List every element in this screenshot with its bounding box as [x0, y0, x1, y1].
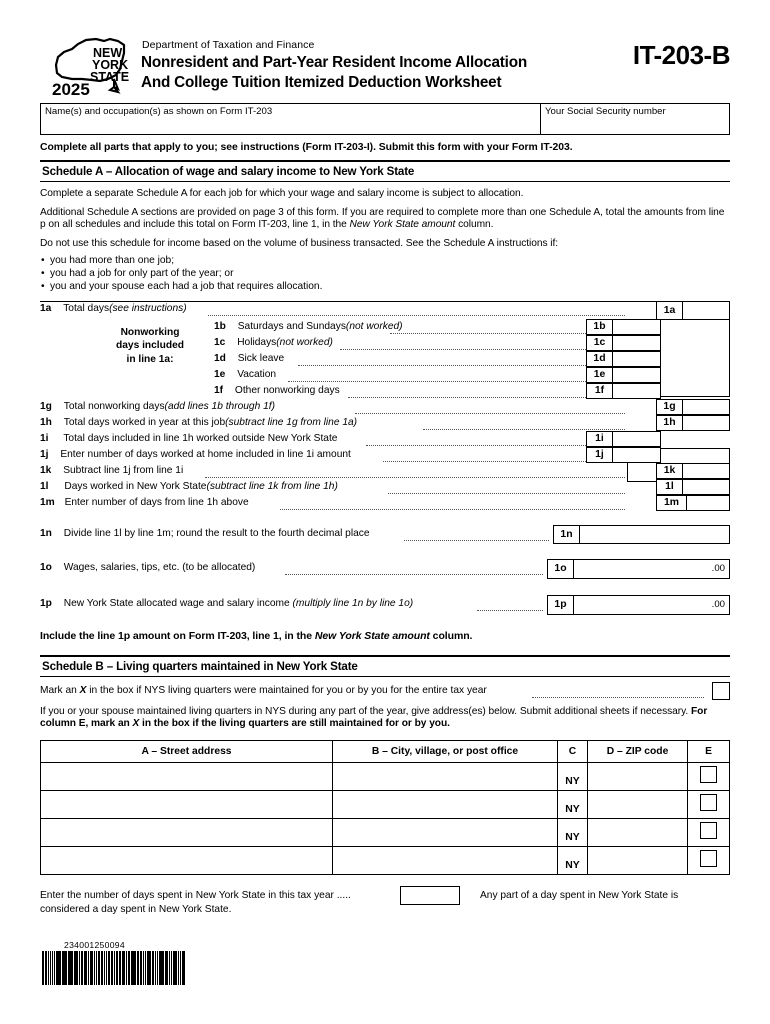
- schedule-a-para-3: Do not use this schedule for income based on the volume of business transacted. See the Schedule A instructions if:: [40, 237, 559, 249]
- leader-1f: [348, 397, 590, 398]
- schedule-b-para: [40, 706, 730, 731]
- line-1m-text: Enter number of days from line 1h above: [64, 496, 249, 508]
- street-address-cell[interactable]: [41, 762, 333, 790]
- state-cell: NY: [558, 762, 588, 790]
- zip-cell[interactable]: [588, 818, 688, 846]
- column-header-zip: [588, 740, 688, 762]
- table-header-row: [41, 740, 730, 762]
- line-1b: [214, 321, 403, 338]
- line-1g-text: Total nonworking days: [63, 400, 165, 412]
- department-name: Department of Taxation and Finance: [142, 39, 315, 51]
- line-1b-tag: 1b: [587, 320, 613, 334]
- days-spent-prompt: Enter the number of days spent in New York State in this tax year .....: [40, 889, 351, 901]
- bullet-item: • you had more than one job;: [40, 255, 730, 268]
- line-1a-number: 1a: [40, 302, 52, 314]
- city-cell[interactable]: [333, 790, 558, 818]
- line-1k-box[interactable]: [656, 463, 730, 479]
- line-1k-text: Subtract line 1j from line 1i: [63, 464, 184, 476]
- line-1l-tag: 1l: [657, 480, 683, 494]
- leader-1i: [366, 445, 590, 446]
- logo-text-state: STATE: [90, 70, 130, 84]
- leader-1d: [298, 365, 590, 366]
- nonworking-label-line-1: Nonworking: [120, 326, 180, 338]
- days-spent-note-wrap: considered a day spent in New York State.: [40, 904, 232, 916]
- leader-1p: [477, 610, 543, 611]
- line-1d-tag: 1d: [587, 352, 613, 366]
- logo-text-york: YORK: [92, 58, 129, 72]
- still-maintained-cell[interactable]: [688, 762, 730, 790]
- street-address-cell[interactable]: [41, 790, 333, 818]
- line-1f-text: Other nonworking days: [234, 384, 340, 396]
- schedule-b-para-a: If you or your spouse maintained living quarters in NYS during any part of the year, give address(es) below. Submit additional sheets if necessary.: [40, 705, 691, 717]
- line-1g-tag: 1g: [657, 400, 683, 414]
- still-maintained-cell[interactable]: [688, 846, 730, 874]
- line-1b-box[interactable]: [586, 319, 661, 335]
- line-1p-box[interactable]: [547, 595, 730, 615]
- form-title-line-2: And College Tuition Itemized Deduction Worksheet: [141, 74, 502, 91]
- para2-text-a: Additional Schedule A sections are provided on page 3 of this form. If you are required to complete more than one Schedule A, total the amounts from line p on all schedules and include this total on Form IT-203, line 1, in the: [40, 206, 725, 231]
- schedule-a-title: Schedule A – Allocation of wage and salary income to New York State: [42, 165, 415, 178]
- table-row: [41, 790, 730, 818]
- city-cell[interactable]: [333, 818, 558, 846]
- line-1i-tag: 1i: [587, 432, 613, 446]
- schedule-a-lines: [40, 301, 730, 516]
- line-1n-box[interactable]: [553, 525, 730, 544]
- line-1o-tag: 1o: [548, 560, 574, 578]
- include-note-italic: New York State amount: [314, 629, 430, 642]
- line-1a-italic: (see instructions): [109, 302, 187, 314]
- line-1f-box[interactable]: [586, 383, 661, 399]
- leader-1e: [288, 381, 590, 382]
- city-cell[interactable]: [333, 846, 558, 874]
- new-york-state-logo-icon: [52, 35, 152, 97]
- leader-1j: [383, 461, 590, 462]
- line-1a: [40, 303, 187, 320]
- col-b-letter: B: [371, 745, 380, 757]
- leader-1n: [404, 540, 549, 541]
- entire-tax-year-row: [40, 685, 730, 703]
- line-1i-box[interactable]: [586, 431, 661, 447]
- leader-1h: [423, 429, 625, 430]
- line-1h-box[interactable]: [656, 415, 730, 431]
- line-1o-box[interactable]: [547, 559, 730, 579]
- line-1i-text: Total days included in line 1h worked outside New York State: [63, 432, 338, 444]
- line-1m-number: 1m: [40, 496, 55, 508]
- schedule-a-section: [40, 160, 730, 182]
- line-1o-cents: .00: [711, 563, 725, 575]
- zip-cell[interactable]: [588, 762, 688, 790]
- living-quarters-table: [40, 740, 730, 875]
- include-note-b: column.: [429, 629, 473, 642]
- line-1j: [40, 449, 351, 466]
- line-1p-number: 1p: [40, 597, 52, 609]
- name-occupation-field[interactable]: [41, 104, 541, 134]
- line-1n-text: Divide line 1l by line 1m; round the result to the fourth decimal place: [63, 527, 370, 539]
- line-1o-text: Wages, salaries, tips, etc. (to be allocated): [63, 561, 256, 573]
- mark-text-a: Mark an: [40, 684, 80, 696]
- line-1d: [214, 353, 284, 370]
- line-1l-number: 1l: [40, 480, 49, 492]
- line-1n-row: [40, 528, 730, 552]
- ssn-label: Your Social Security number: [545, 106, 666, 117]
- line-1p-row: [40, 598, 730, 624]
- line-1b-number: 1b: [214, 320, 226, 332]
- line-1c-box[interactable]: [586, 335, 661, 351]
- line-1c: [214, 337, 333, 354]
- line-1j-tag: 1j: [587, 448, 613, 462]
- street-address-cell[interactable]: [41, 818, 333, 846]
- line-1f-tag: 1f: [587, 384, 613, 398]
- leader-1c: [340, 349, 590, 350]
- line-1j-number: 1j: [40, 448, 49, 460]
- still-maintained-cell[interactable]: [688, 818, 730, 846]
- line-1p-tag: 1p: [548, 596, 574, 614]
- logo-year: 2025: [52, 80, 90, 97]
- line-1l-text: Days worked in New York State: [64, 480, 207, 492]
- line-1k: [40, 465, 183, 482]
- line-1l: [40, 481, 338, 498]
- leader-1l: [388, 493, 625, 494]
- form-title-line-1: Nonresident and Part-Year Resident Income Allocation: [141, 54, 527, 71]
- line-1g: [40, 401, 275, 418]
- line-1n-number: 1n: [40, 527, 52, 539]
- line-1j-text: Enter number of days worked at home included in line 1i amount: [60, 448, 351, 460]
- col-b-label: – City, village, or post office: [379, 745, 519, 757]
- line-1g-box[interactable]: [656, 399, 730, 415]
- schedule-a-para-2: [40, 207, 730, 232]
- para2-text-b: column.: [455, 219, 494, 231]
- line-1i-number: 1i: [40, 432, 49, 444]
- column-header-city: [333, 740, 558, 762]
- col-a-label: – Street address: [148, 745, 232, 757]
- barcode-number: 234001250094: [64, 940, 125, 950]
- line-1h-tag: 1h: [657, 416, 683, 430]
- days-spent-note: [480, 889, 730, 903]
- still-maintained-cell[interactable]: [688, 790, 730, 818]
- state-cell: NY: [558, 846, 588, 874]
- line-1c-text: Holidays: [237, 336, 277, 348]
- nonworking-label-line-2: days included: [116, 340, 184, 352]
- nonworking-days-label: [86, 326, 214, 367]
- line-1d-box[interactable]: [586, 351, 661, 367]
- mark-x-glyph: X: [79, 684, 87, 696]
- schedule-b-para-bold-a: For column E, mark an: [40, 705, 708, 730]
- line-1p-text: New York State allocated wage and salary income: [63, 597, 293, 609]
- line-1f-number: 1f: [214, 384, 224, 396]
- col-d-label: – ZIP code: [614, 745, 669, 757]
- column-header-still-maintained: [688, 740, 730, 762]
- col-c-letter: C: [568, 746, 577, 758]
- days-spent-section: [40, 889, 730, 917]
- schedule-a-para-1: Complete a separate Schedule A for each job for which your wage and salary income is subject to allocation.: [40, 188, 524, 199]
- line-1o-number: 1o: [40, 561, 52, 573]
- table-row: [41, 762, 730, 790]
- line-1o-row: [40, 562, 730, 588]
- still-maintained-checkbox[interactable]: [700, 822, 717, 839]
- line-1h-italic: (subtract line 1g from line 1a): [225, 416, 358, 428]
- ssn-field[interactable]: [541, 104, 729, 134]
- zip-cell[interactable]: [588, 790, 688, 818]
- schedule-b-para-bold-b: in the box if the living quarters are still maintained for or by you.: [139, 718, 450, 730]
- line-1d-number: 1d: [214, 352, 226, 364]
- logo-text-new: NEW: [93, 46, 123, 60]
- line-1g-number: 1g: [40, 400, 52, 412]
- line-1j-box[interactable]: [586, 447, 661, 463]
- line-1m-tag: 1m: [657, 496, 687, 510]
- para2-italic: New York State amount: [349, 219, 456, 231]
- leader-1a: [208, 315, 625, 316]
- line-1m: [40, 497, 249, 514]
- include-note-a: Include the line 1p amount on Form IT-203, line 1, in the: [40, 629, 315, 642]
- complete-all-parts-note: Complete all parts that apply to you; see instructions (Form IT-203-I). Submit this form with your Form IT-203.: [40, 142, 573, 153]
- identity-row: [40, 103, 730, 135]
- schedule-b-para-bold-x: X: [132, 718, 140, 730]
- line-1e-tag: 1e: [587, 368, 613, 382]
- leader-entire-year: [532, 697, 704, 698]
- bullet-item: • you and your spouse each had a job that requires allocation.: [40, 281, 730, 294]
- line-1n-tag: 1n: [554, 526, 580, 543]
- line-1p-italic: (multiply line 1n by line 1o): [292, 597, 414, 609]
- schedule-b-title: Schedule B – Living quarters maintained in New York State: [42, 659, 358, 673]
- col-e-letter: E: [705, 745, 712, 757]
- state-cell: NY: [558, 818, 588, 846]
- line-1m-box[interactable]: [656, 495, 730, 511]
- barcode-block: [42, 940, 186, 985]
- name-occupation-label: Name(s) and occupation(s) as shown on Form IT-203: [45, 106, 273, 117]
- leader-1b: [390, 333, 590, 334]
- line-1k-number: 1k: [40, 464, 52, 476]
- table-row: [41, 818, 730, 846]
- living-quarters-rows: [41, 762, 730, 874]
- schedule-b-section: [40, 655, 730, 677]
- city-cell[interactable]: [333, 762, 558, 790]
- still-maintained-checkbox[interactable]: [700, 850, 717, 867]
- barcode-bars-icon: [42, 951, 186, 985]
- line-1g-italic: (add lines 1b through 1f): [164, 400, 275, 412]
- days-note-line-1: Any part of a day spent in New York State is: [480, 889, 679, 901]
- line-1d-text: Sick leave: [237, 352, 285, 364]
- col-a-letter: A: [141, 745, 149, 757]
- line-1c-number: 1c: [214, 336, 226, 348]
- line-1l-italic: (subtract line 1k from line 1h): [206, 480, 338, 492]
- leader-1g: [355, 413, 625, 414]
- line-1b-italic: (not worked): [345, 320, 403, 332]
- nonworking-label-line-3: in line 1a:: [126, 353, 174, 365]
- line-1e: [214, 369, 276, 386]
- line-1a-text: Total days: [63, 302, 110, 314]
- form-header: [40, 33, 730, 103]
- leader-1k: [205, 477, 625, 478]
- line-1e-box[interactable]: [586, 367, 661, 383]
- col-d-letter: D: [606, 745, 615, 757]
- schedule-a-bullet-list: [40, 255, 730, 293]
- column-header-state: [558, 740, 588, 762]
- line-1e-text: Vacation: [237, 368, 277, 380]
- zip-cell[interactable]: [588, 846, 688, 874]
- bullet-item: • you had a job for only part of the year; or: [40, 268, 730, 281]
- line-1i: [40, 433, 337, 450]
- line-1l-box[interactable]: [656, 479, 730, 495]
- line-1b-text: Saturdays and Sundays: [237, 320, 346, 332]
- form-page: [40, 0, 730, 1024]
- line-1a-tag: 1a: [657, 302, 683, 319]
- schedule-a-rule-bottom: [40, 181, 730, 182]
- line-1e-number: 1e: [214, 368, 226, 380]
- line-1f: [214, 385, 340, 402]
- still-maintained-checkbox[interactable]: [700, 794, 717, 811]
- line-1c-italic: (not worked): [276, 336, 333, 348]
- line-1p-cents: .00: [711, 599, 725, 611]
- line-1a-box[interactable]: [656, 301, 730, 320]
- street-address-cell[interactable]: [41, 846, 333, 874]
- form-number: IT-203-B: [632, 40, 730, 70]
- line-1h-number: 1h: [40, 416, 52, 428]
- column-header-street: [41, 740, 333, 762]
- entire-tax-year-checkbox[interactable]: [712, 682, 730, 700]
- schedule-b-rule-bottom: [40, 676, 730, 677]
- still-maintained-checkbox[interactable]: [700, 766, 717, 783]
- state-cell: NY: [558, 790, 588, 818]
- table-row: [41, 846, 730, 874]
- include-1p-note: [40, 630, 730, 642]
- leader-1m: [280, 509, 625, 510]
- line-1c-tag: 1c: [587, 336, 613, 350]
- line-1k-tag: 1k: [657, 464, 683, 478]
- leader-1o: [285, 574, 543, 575]
- line-1h: [40, 417, 357, 434]
- line-1h-text: Total days worked in year at this job: [63, 416, 226, 428]
- days-spent-input[interactable]: [400, 886, 460, 905]
- mark-text-b: in the box if NYS living quarters were maintained for you or by you for the entire tax year: [86, 684, 487, 696]
